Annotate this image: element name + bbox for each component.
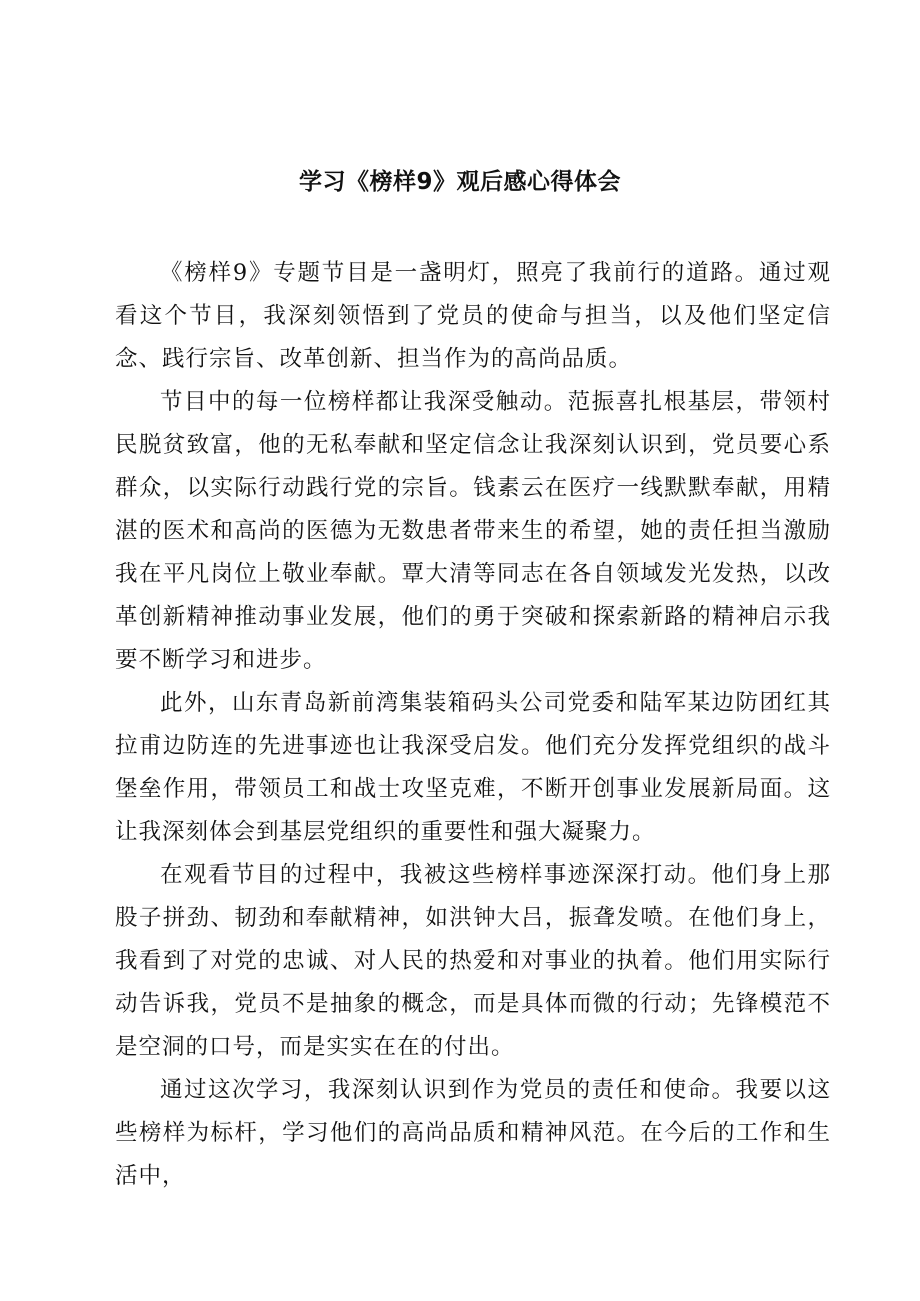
paragraph-1: 《榜样9》专题节目是一盏明灯，照亮了我前行的道路。通过观看这个节目，我深刻领悟到了党员的使命与担当，以及他们坚定信念、践行宗旨、改革创新、担当作为的高尚品质。: [115, 260, 831, 372]
paragraph-3: 此外，山东青岛新前湾集装箱码头公司党委和陆军某边防团红其拉甫边防连的先进事迹也让我深受启发。他们充分发挥党组织的战斗堡垒作用，带领员工和战士攻坚克难，不断开创事业发展新局面。这让我深刻体会到基层党组织的重要性和强大凝聚力。: [115, 690, 831, 845]
paragraph-4: 在观看节目的过程中，我被这些榜样事迹深深打动。他们身上那股子拼劲、韧劲和奉献精神，如洪钟大吕，振聋发喷。在他们身上，我看到了对党的忠诚、对人民的热爱和对事业的执着。他们用实际行动告诉我，党员不是抽象的概念，而是具体而微的行动；先锋模范不是空洞的口号，而是实实在在的付出。: [115, 862, 831, 1060]
paragraph-5: 通过这次学习，我深刻认识到作为党员的责任和使命。我要以这些榜样为标杆，学习他们的高尚品质和精神风范。在今后的工作和生活中，: [115, 1077, 831, 1189]
paragraph-2: 节目中的每一位榜样都让我深受触动。范振喜扎根基层，带领村民脱贫致富，他的无私奉献和坚定信念让我深刻认识到，党员要心系群众，以实际行动践行党的宗旨。钱素云在医疗一线默默奉献，用精湛的医术和高尚的医德为无数患者带来生的希望，她的责任担当激励我在平凡岗位上敬业奉献。覃大清等同志在各自领域发光发热，以改革创新精神推动事业发展，他们的勇于突破和探索新路的精神启示我要不断学习和进步。: [115, 389, 831, 673]
document-title: 学习《榜样9》观后感心得体会: [298, 169, 621, 195]
document-body: [115, 252, 831, 1198]
